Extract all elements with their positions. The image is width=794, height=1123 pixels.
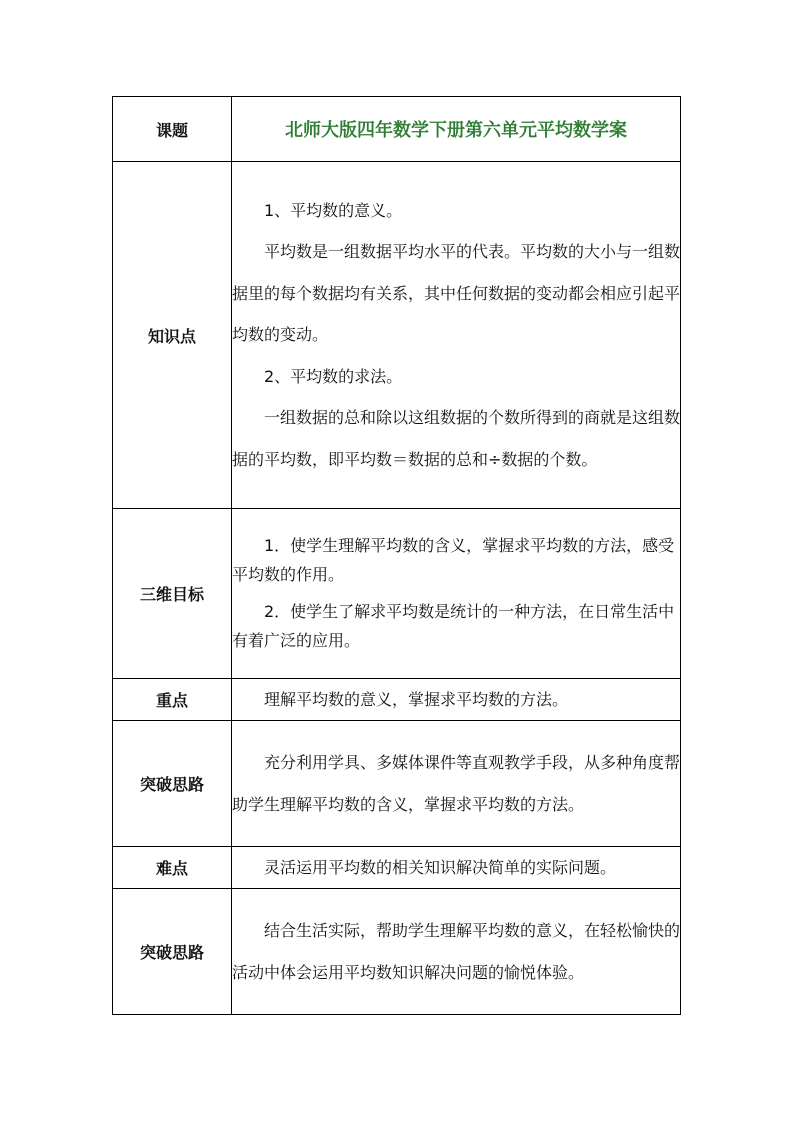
- difficulty-content: [232, 847, 681, 889]
- goals-label: 三维目标: [113, 509, 232, 679]
- knowledge-content: [232, 162, 681, 509]
- difficulty-row: [113, 847, 681, 889]
- difficulty-paragraph: 灵活运用平均数的相关知识解决简单的实际问题。: [264, 858, 617, 877]
- goals-row: [113, 509, 681, 679]
- goals-paragraph: 2．使学生了解求平均数是统计的一种方法，在日常生活中有着广泛的应用。: [232, 601, 675, 650]
- approach-paragraph: 结合生活实际，帮助学生理解平均数的意义，在轻松愉快的活动中体会运用平均数知识解决问题的愉悦体验。: [232, 921, 681, 982]
- goals-content: [232, 509, 681, 679]
- goals-paragraph: 1．使学生理解平均数的含义，掌握求平均数的方法，感受平均数的作用。: [232, 535, 675, 584]
- approach-row-1: [113, 721, 681, 847]
- topic-label: 课题: [113, 97, 232, 162]
- approach-row-2: [113, 889, 681, 1015]
- key-point-row: [113, 679, 681, 721]
- header-row: [113, 97, 681, 162]
- approach-content-2: [232, 889, 681, 1015]
- knowledge-paragraph: 平均数是一组数据平均水平的代表。平均数的大小与一组数据里的每个数据均有关系，其中任何数据的变动都会相应引起平均数的变动。: [232, 242, 681, 345]
- approach-label-1: 突破思路: [113, 721, 232, 847]
- lesson-title: 北师大版四年数学下册第六单元平均数学案: [232, 97, 681, 162]
- approach-content-1: [232, 721, 681, 847]
- approach-label-2: 突破思路: [113, 889, 232, 1015]
- difficulty-label: 难点: [113, 847, 232, 889]
- knowledge-label: 知识点: [113, 162, 232, 509]
- key-point-paragraph: 理解平均数的意义，掌握求平均数的方法。: [264, 690, 569, 709]
- knowledge-paragraph: 2、平均数的求法。: [264, 366, 403, 386]
- lesson-plan-table: [112, 96, 681, 1015]
- knowledge-paragraph: 一组数据的总和除以这组数据的个数所得到的商就是这组数据的平均数，即平均数＝数据的总和÷数据的个数。: [232, 408, 681, 469]
- knowledge-paragraph: 1、平均数的意义。: [264, 200, 403, 220]
- approach-paragraph: 充分利用学具、多媒体课件等直观教学手段，从多种角度帮助学生理解平均数的含义，掌握求平均数的方法。: [232, 753, 681, 814]
- key-point-label: 重点: [113, 679, 232, 721]
- key-point-content: [232, 679, 681, 721]
- knowledge-row: [113, 162, 681, 509]
